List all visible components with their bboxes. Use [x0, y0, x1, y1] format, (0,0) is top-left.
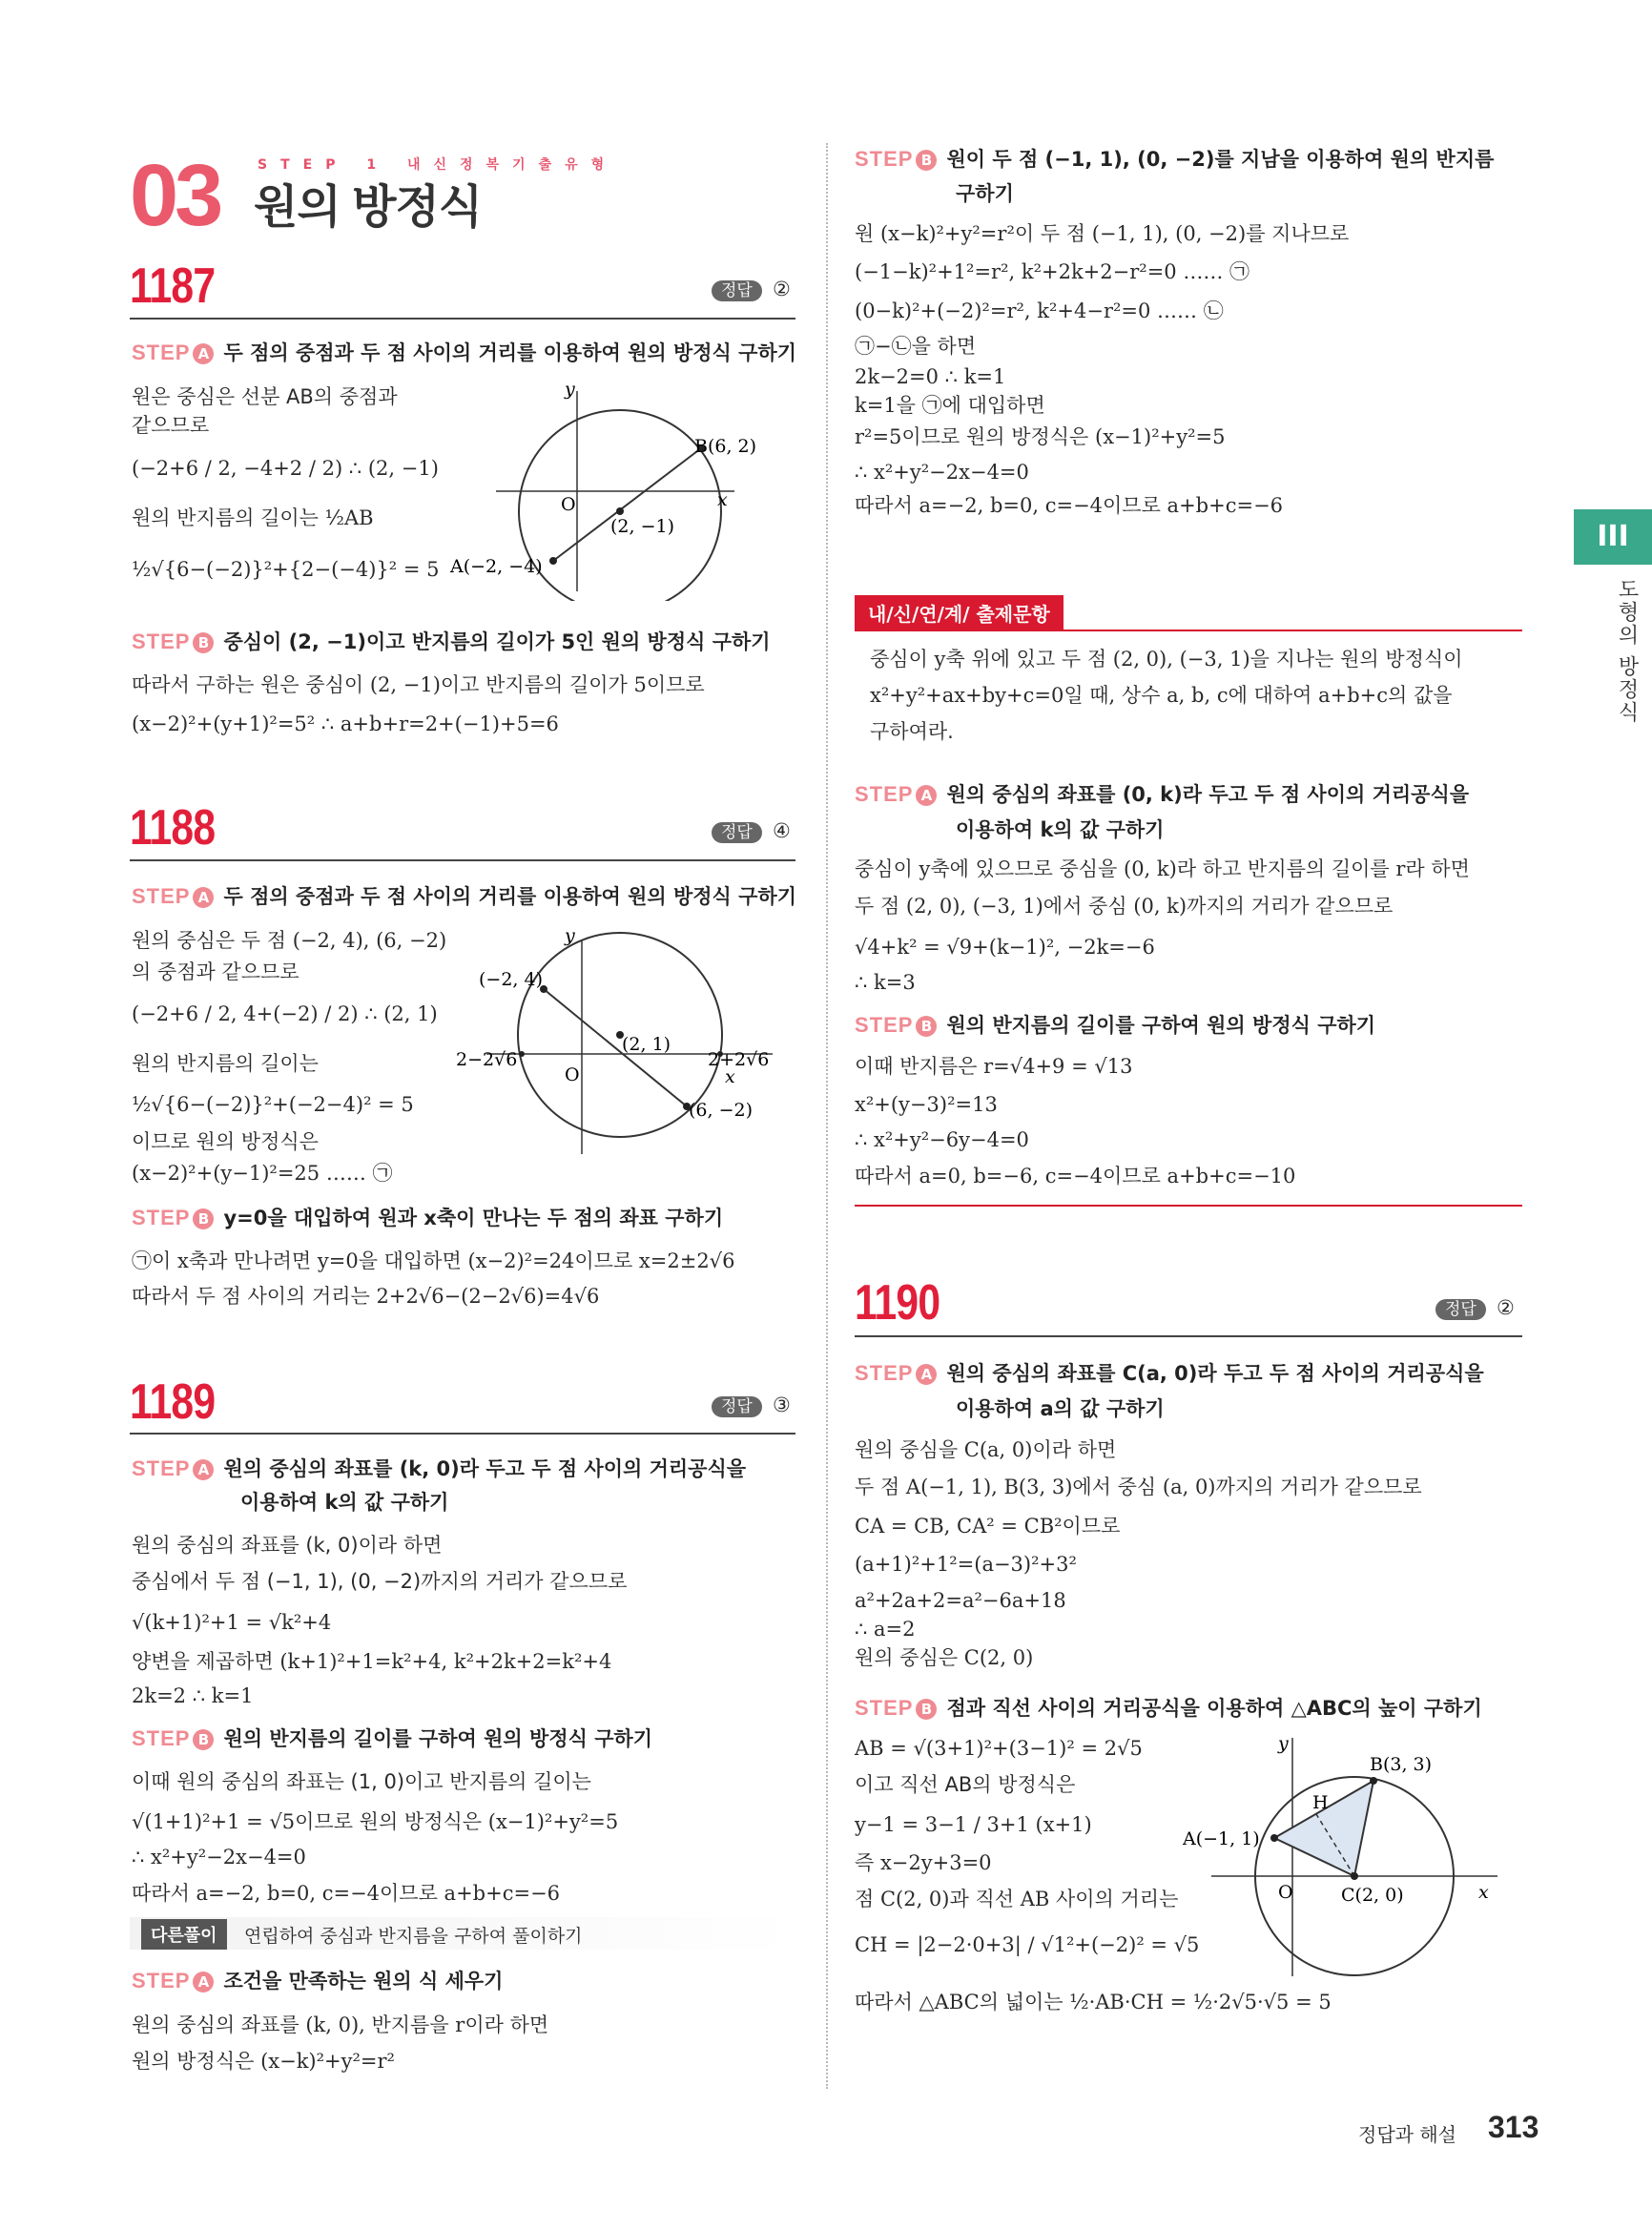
- step-a-heading: STEP A 두 점의 중점과 두 점 사이의 거리를 이용하여 원의 방정식 구하기: [132, 884, 797, 908]
- text-line: (−1−k)²+1²=r², k²+2k+2−r²=0 …… ㉠: [855, 260, 1250, 283]
- alt-solution-text: 연립하여 중심과 반지름을 구하여 풀이하기: [244, 1926, 583, 1947]
- circle: [519, 410, 721, 601]
- red-divider: [855, 630, 1522, 631]
- step-b-heading: STEP B 원의 반지름의 길이를 구하여 원의 방정식 구하기: [132, 1726, 653, 1750]
- text-line: 원의 중심의 좌표를 (k, 0)이라 하면: [132, 1534, 443, 1557]
- y-label: y: [565, 925, 575, 946]
- text-line: 원의 중심의 좌표를 (k, 0), 반지름을 r이라 하면: [132, 2013, 549, 2036]
- text-line: 점 C(2, 0)과 직선 AB 사이의 거리는: [855, 1888, 1179, 1910]
- text-line: 이때 원의 중심의 좌표는 (1, 0)이고 반지름의 길이는: [132, 1770, 591, 1793]
- step-a-heading: STEP A 원의 중심의 좌표를 C(a, 0)라 두고 두 점 사이의 거리공식을: [855, 1361, 1484, 1385]
- x-label: x: [1478, 1882, 1489, 1903]
- text-line: r²=5이므로 원의 방정식은 (x−1)²+y²=5: [855, 425, 1226, 448]
- text-line: 중심에서 두 점 (−1, 1), (0, −2)까지의 거리가 같으므로: [132, 1570, 628, 1593]
- label-h: H: [1312, 1792, 1329, 1813]
- step-b-heading: STEP B 원의 반지름의 길이를 구하여 원의 방정식 구하기: [855, 1013, 1376, 1037]
- answer-box: [712, 277, 791, 300]
- text-line: ∴ a=2: [855, 1618, 916, 1641]
- graph-1187: [448, 372, 801, 601]
- text-line: 원의 방정식은 (x−k)²+y²=r²: [132, 2050, 395, 2073]
- answer-value: ②: [772, 278, 791, 300]
- point-a: [549, 557, 557, 565]
- problem-number: 1190: [855, 1275, 940, 1331]
- problem-line: x²+y²+ax+by+c=0일 때, 상수 a, b, c에 대하여 a+b+c의 값을: [870, 684, 1453, 707]
- side-tab[interactable]: III: [1574, 509, 1652, 565]
- text-line: AB = √(3+1)²+(3−1)² = 2√5: [855, 1737, 1143, 1760]
- text-line: 2k=2 ∴ k=1: [132, 1684, 254, 1707]
- text-line: 이때 반지름은 r=√4+9 = √13: [855, 1055, 1133, 1078]
- answer-label: 정답: [712, 1396, 762, 1417]
- text-line: ½√{6−(−2)}²+{2−(−4)}² = 5: [132, 558, 440, 581]
- label-left-root: 2−2√6: [456, 1049, 518, 1070]
- label-p1: (−2, 4): [479, 969, 544, 990]
- text-line: CA = CB, CA² = CB²이므로: [855, 1515, 1121, 1538]
- text-line: (−2+6 / 2, −4+2 / 2) ∴ (2, −1): [132, 457, 439, 480]
- chapter-title: 원의 방정식: [254, 182, 483, 233]
- text-line: ½√{6−(−2)}²+(−2−4)² = 5: [132, 1093, 414, 1116]
- problem-line: 구하여라.: [870, 720, 954, 743]
- text-line: 즉 x−2y+3=0: [855, 1851, 992, 1874]
- text-line: 원의 중심은 두 점 (−2, 4), (6, −2): [132, 929, 447, 952]
- text-line: 두 점 A(−1, 1), B(3, 3)에서 중심 (a, 0)까지의 거리가 같으므로: [855, 1476, 1422, 1498]
- answer-value: ③: [772, 1394, 791, 1416]
- text-line: √(k+1)²+1 = √k²+4: [132, 1611, 332, 1634]
- y-label: y: [1278, 1733, 1289, 1754]
- answer-label: 정답: [1435, 1299, 1486, 1320]
- text-line: 두 점 (2, 0), (−3, 1)에서 중심 (0, k)까지의 거리가 같으므로: [855, 895, 1394, 918]
- label-right-root: 2+2√6: [708, 1049, 770, 1070]
- label-a: A(−1, 1): [1183, 1828, 1260, 1849]
- origin-label: O: [1278, 1882, 1293, 1903]
- chapter-number: 03: [130, 147, 220, 244]
- text-line: 원은 중심은 선분 AB의 중점과: [132, 385, 398, 408]
- linked-badge: 내/신/연/계/ 출제문항: [855, 595, 1063, 630]
- text-line: x²+(y−3)²=13: [855, 1093, 998, 1116]
- label-b: B(3, 3): [1370, 1754, 1433, 1775]
- step-a-heading-cont: 이용하여 k의 값 구하기: [956, 818, 1165, 841]
- footer-text: 정답과 해설: [1358, 2123, 1456, 2146]
- text-line: √4+k² = √9+(k−1)², −2k=−6: [855, 936, 1155, 959]
- text-line: ㉠이 x축과 만나려면 y=0을 대입하면 (x−2)²=24이므로 x=2±2√6: [132, 1249, 735, 1272]
- divider: [130, 318, 795, 320]
- point-a: [1270, 1834, 1278, 1842]
- step-b-heading-cont: 구하기: [956, 182, 1014, 205]
- text-line: ㉠−㉡을 하면: [855, 335, 977, 358]
- text-line: k=1을 ㉠에 대입하면: [855, 394, 1045, 417]
- text-line: 중심이 y축에 있으므로 중심을 (0, k)라 하고 반지름의 길이를 r라 하면: [855, 857, 1470, 880]
- text-line: CH = |2−2·0+3| / √1²+(−2)² = √5: [855, 1933, 1200, 1956]
- page-number: 313: [1488, 2110, 1539, 2144]
- alt-solution-label: 다른풀이: [141, 1919, 227, 1950]
- step-b-heading: STEP B 원이 두 점 (−1, 1), (0, −2)를 지남을 이용하여 원의 반지름: [855, 147, 1495, 171]
- text-line: 이므로 원의 방정식은: [132, 1130, 319, 1153]
- column-divider: [826, 143, 828, 2089]
- step-a-heading: STEP A 두 점의 중점과 두 점 사이의 거리를 이용하여 원의 방정식 구하기: [132, 341, 797, 364]
- text-line: (x−2)²+(y−1)²=25 …… ㉠: [132, 1162, 393, 1185]
- text-line: 따라서 a=−2, b=0, c=−4이므로 a+b+c=−6: [855, 494, 1284, 517]
- text-line: 같으므로: [132, 414, 210, 437]
- text-line: a²+2a+2=a²−6a+18: [855, 1589, 1066, 1612]
- label-center: (2, 1): [622, 1034, 671, 1055]
- problem-number: 1189: [130, 1374, 216, 1430]
- text-line: (a+1)²+1²=(a−3)²+3²: [855, 1553, 1077, 1576]
- answer-label: 정답: [712, 280, 762, 301]
- text-line: (0−k)²+(−2)²=r², k²+4−r²=0 …… ㉡: [855, 299, 1224, 322]
- text-line: ∴ x²+y²−6y−4=0: [855, 1128, 1029, 1151]
- origin-label: O: [565, 1064, 580, 1085]
- point-b: [1370, 1777, 1377, 1785]
- text-line: (x−2)²+(y+1)²=5² ∴ a+b+r=2+(−1)+5=6: [132, 712, 559, 735]
- label-a: A(−2, −4): [450, 556, 543, 577]
- text-line: ∴ k=3: [855, 971, 916, 994]
- red-divider: [855, 1205, 1522, 1207]
- answer-box: [712, 818, 791, 842]
- text-line: 따라서 두 점 사이의 거리는 2+2√6−(2−2√6)=4√6: [132, 1285, 600, 1308]
- graph-1190: [1183, 1728, 1526, 1986]
- text-line: 따라서 △ABC의 넓이는 ½·AB·CH = ½·2√5·√5 = 5: [855, 1991, 1332, 2013]
- divider: [130, 859, 795, 861]
- answer-value: ②: [1496, 1296, 1515, 1319]
- text-line: 원의 반지름의 길이는: [132, 1052, 319, 1075]
- text-line: 원 (x−k)²+y²=r²이 두 점 (−1, 1), (0, −2)를 지나므로: [855, 222, 1350, 245]
- text-line: 따라서 a=−2, b=0, c=−4이므로 a+b+c=−6: [132, 1882, 561, 1905]
- text-line: √(1+1)²+1 = √5이므로 원의 방정식은 (x−1)²+y²=5: [132, 1810, 619, 1833]
- text-line: 원의 중심을 C(a, 0)이라 하면: [855, 1438, 1117, 1461]
- point-center: [616, 507, 624, 515]
- side-section: 도형의 방정식: [1615, 578, 1639, 724]
- text-line: ∴ x²+y²−2x−4=0: [132, 1846, 306, 1869]
- problem-line: 중심이 y축 위에 있고 두 점 (2, 0), (−3, 1)을 지나는 원의 방정식이: [870, 648, 1463, 671]
- step-label: STEP 1 내신정복기출유형: [258, 157, 618, 173]
- answer-box: [1435, 1295, 1515, 1319]
- point-c: [1351, 1872, 1358, 1880]
- text-line: 양변을 제곱하면 (k+1)²+1=k²+4, k²+2k+2=k²+4: [132, 1650, 612, 1673]
- text-line: 따라서 구하는 원은 중심이 (2, −1)이고 반지름의 길이가 5이므로: [132, 673, 705, 696]
- divider: [855, 1335, 1522, 1337]
- step-a-heading: STEP A 원의 중심의 좌표를 (k, 0)라 두고 두 점 사이의 거리공식을: [132, 1456, 747, 1480]
- x-label: x: [717, 489, 728, 510]
- alt-solution-bar: [130, 1917, 797, 1950]
- text-line: y−1 = 3−1 / 3+1 (x+1): [855, 1813, 1092, 1836]
- x-label: x: [725, 1066, 735, 1087]
- text-line: 2k−2=0 ∴ k=1: [855, 365, 1006, 388]
- answer-label: 정답: [712, 822, 762, 843]
- point-left: [519, 1051, 525, 1057]
- label-c: C(2, 0): [1341, 1885, 1404, 1906]
- label-center: (2, −1): [610, 516, 675, 537]
- text-line: 원의 반지름의 길이는 ½AB: [132, 506, 374, 529]
- label-b: B(6, 2): [694, 436, 757, 457]
- step-a-heading: STEP A 원의 중심의 좌표를 (0, k)라 두고 두 점 사이의 거리공식을: [855, 782, 1470, 806]
- graph-1188: [448, 920, 811, 1159]
- label-p2: (6, −2): [689, 1100, 754, 1121]
- text-line: 의 중점과 같으므로: [132, 960, 299, 983]
- problem-number: 1188: [130, 800, 216, 856]
- step-b-heading: STEP B y=0을 대입하여 원과 x축이 만나는 두 점의 좌표 구하기: [132, 1206, 724, 1229]
- text-line: 원의 중심은 C(2, 0): [855, 1646, 1034, 1669]
- text-line: ∴ x²+y²−2x−4=0: [855, 461, 1029, 484]
- origin-label: O: [561, 494, 576, 515]
- problem-number: 1187: [130, 258, 216, 314]
- step-b-heading: STEP B 점과 직선 사이의 거리공식을 이용하여 △ABC의 높이 구하기: [855, 1696, 1482, 1720]
- answer-value: ④: [772, 819, 791, 842]
- divider: [130, 1433, 795, 1435]
- answer-box: [712, 1393, 791, 1416]
- step-b-heading: STEP B 중심이 (2, −1)이고 반지름의 길이가 5인 원의 방정식 구하기: [132, 630, 771, 653]
- text-line: (−2+6 / 2, 4+(−2) / 2) ∴ (2, 1): [132, 1002, 438, 1025]
- step-a-heading-cont: 이용하여 a의 값 구하기: [956, 1397, 1165, 1420]
- step-a-heading: STEP A 조건을 만족하는 원의 식 세우기: [132, 1969, 504, 1993]
- y-label: y: [565, 379, 575, 400]
- text-line: 따라서 a=0, b=−6, c=−4이므로 a+b+c=−10: [855, 1165, 1296, 1187]
- step-a-heading-cont: 이용하여 k의 값 구하기: [240, 1491, 449, 1514]
- text-line: 이고 직선 AB의 방정식은: [855, 1773, 1076, 1796]
